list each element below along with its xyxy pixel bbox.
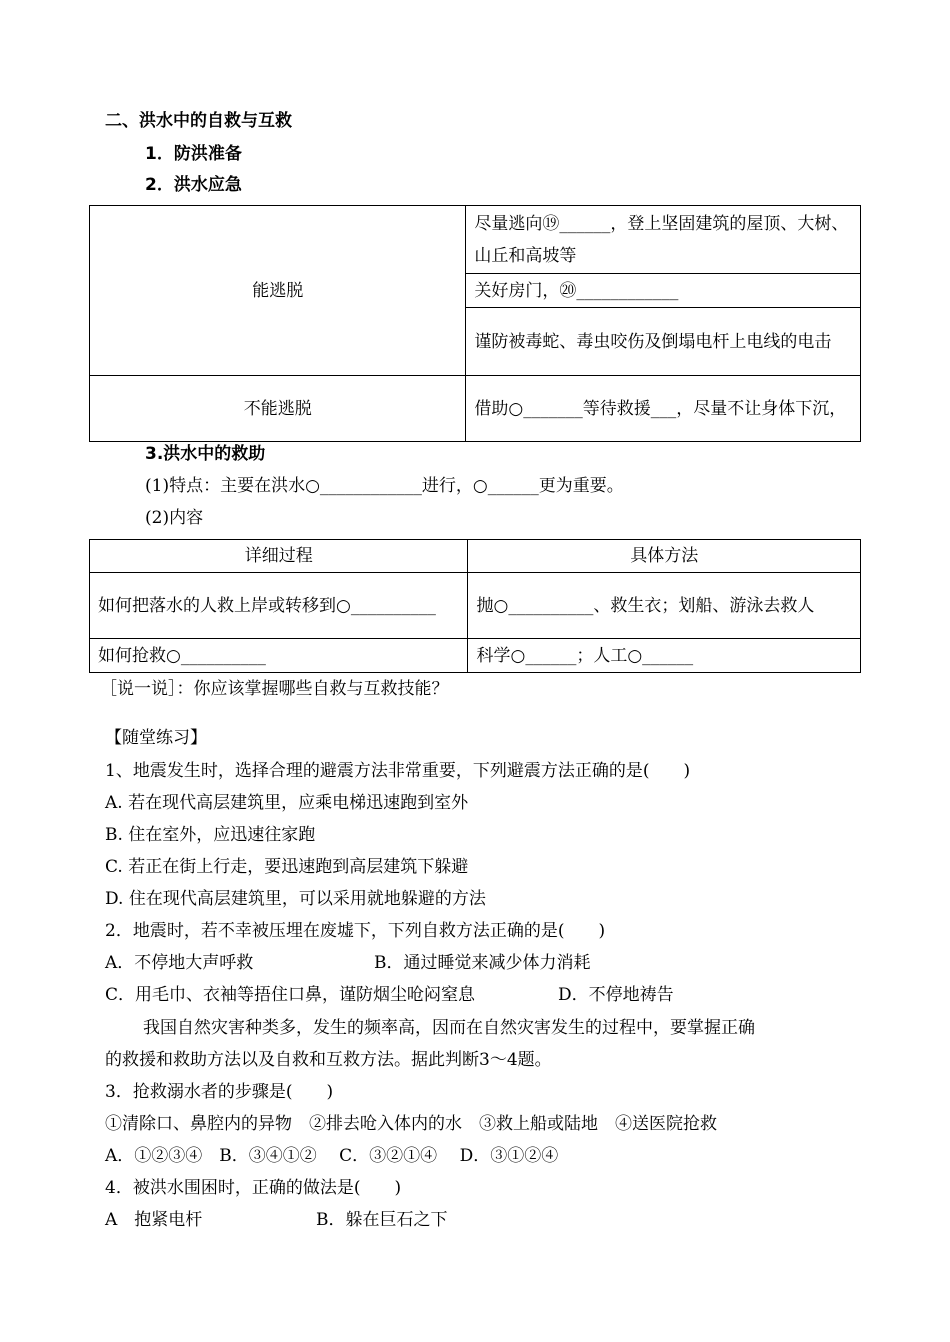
can-escape-row-1: 尽量逃向⑲______，登上坚固建筑的屋顶、大树、山丘和高坡等	[466, 206, 861, 274]
table-header-method: 具体方法	[468, 540, 861, 573]
question-2: 2．地震时，若不幸被压埋在废墟下，下列自救方法正确的是( )	[105, 921, 606, 941]
table-row-1-method: 抛○__________、救生衣；划船、游泳去救人	[468, 573, 861, 639]
table-row-2-method: 科学○______；人工○______	[468, 639, 861, 673]
q2-option-a: A．不停地大声呼救	[105, 953, 254, 973]
q2-option-b: B．通过睡觉来减少体力消耗	[374, 953, 591, 973]
can-escape-label: 能逃脱	[90, 206, 466, 376]
cannot-escape-row: 借助○_______等待救援___，尽量不让身体下沉，	[466, 376, 861, 442]
section-title: 二、洪水中的自救与互救	[105, 111, 292, 131]
rescue-point-2: (2)内容	[145, 508, 204, 528]
q4-option-b: B．躲在巨石之下	[316, 1210, 448, 1230]
rescue-title: 3.洪水中的救助	[145, 444, 266, 464]
q2-option-d: D．不停地祷告	[558, 985, 674, 1005]
q4-option-a: A 抱紧电杆	[105, 1210, 203, 1230]
q1-option-b: B. 住在室外，应迅速往家跑	[105, 825, 316, 845]
q2-option-c: C．用毛巾、衣袖等捂住口鼻，谨防烟尘呛闷窒息	[105, 985, 476, 1005]
passage-line-2: 的救援和救助方法以及自救和互救方法。据此判断3～4题。	[105, 1050, 552, 1070]
rescue-point-1: (1)特点：主要在洪水○____________进行，○______更为重要。	[145, 476, 624, 496]
subsection-flood-emergency: 2．洪水应急	[145, 175, 242, 195]
q1-option-a: A. 若在现代高层建筑里，应乘电梯迅速跑到室外	[105, 793, 469, 813]
can-escape-row-3: 谨防被毒蛇、毒虫咬伤及倒塌电杆上电线的电击	[466, 308, 861, 376]
q1-option-c: C. 若正在街上行走，要迅速跑到高层建筑下躲避	[105, 857, 469, 877]
cannot-escape-label: 不能逃脱	[90, 376, 466, 442]
flood-emergency-table	[89, 205, 861, 442]
question-4: 4．被洪水围困时，正确的做法是( )	[105, 1178, 402, 1198]
table-row-2-process: 如何抢救○__________	[90, 639, 468, 673]
can-escape-row-2: 关好房门，⑳____________	[466, 274, 861, 308]
subsection-flood-prep: 1．防洪准备	[145, 144, 242, 164]
passage-line-1: 我国自然灾害种类多，发生的频率高，因而在自然灾害发生的过程中，要掌握正确	[143, 1018, 755, 1038]
q1-option-d: D. 住在现代高层建筑里，可以采用就地躲避的方法	[105, 889, 486, 909]
discuss-prompt: ［说一说］：你应该掌握哪些自救与互救技能？	[100, 679, 449, 699]
question-1: 1、地震发生时，选择合理的避震方法非常重要，下列避震方法正确的是( )	[105, 761, 691, 781]
table-row-1-process: 如何把落水的人救上岸或转移到○__________	[90, 573, 468, 639]
rescue-content-table	[89, 539, 861, 673]
table-header-process: 详细过程	[90, 540, 468, 573]
question-3: 3．抢救溺水者的步骤是( )	[105, 1082, 334, 1102]
q3-steps: ①清除口、鼻腔内的异物 ②排去呛入体内的水 ③救上船或陆地 ④送医院抢救	[105, 1114, 717, 1134]
q3-options: A．①②③④ B．③④①② C．③②①④ D．③①②④	[105, 1146, 559, 1166]
practice-title: 【随堂练习】	[105, 728, 207, 748]
